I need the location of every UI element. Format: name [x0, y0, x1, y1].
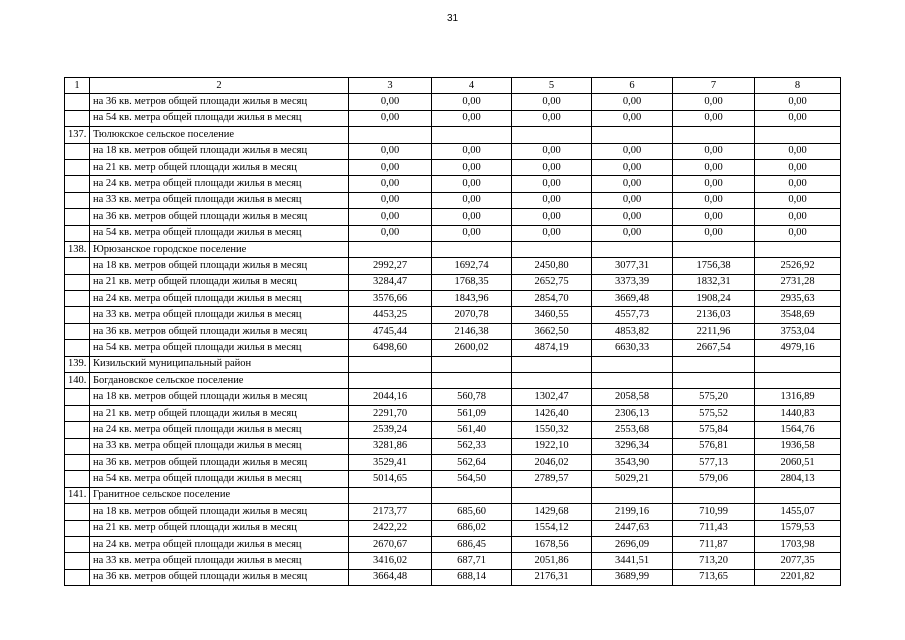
value-cell: 564,50 — [432, 471, 512, 487]
value-cell: 0,00 — [592, 159, 673, 175]
value-cell: 0,00 — [512, 192, 592, 208]
empty-cell — [512, 373, 592, 389]
empty-cell — [65, 258, 90, 274]
value-cell: 0,00 — [512, 225, 592, 241]
value-cell: 3576,66 — [349, 291, 432, 307]
value-cell: 713,20 — [673, 553, 755, 569]
value-cell: 1316,89 — [755, 389, 841, 405]
empty-cell — [65, 225, 90, 241]
section-title: Богдановское сельское поселение — [90, 373, 349, 389]
column-header: 8 — [755, 78, 841, 94]
value-cell: 0,00 — [673, 192, 755, 208]
value-cell: 0,00 — [592, 192, 673, 208]
value-cell: 2146,38 — [432, 323, 512, 339]
value-cell: 0,00 — [592, 225, 673, 241]
value-cell: 2450,80 — [512, 258, 592, 274]
value-cell: 4979,16 — [755, 340, 841, 356]
value-cell: 0,00 — [512, 94, 592, 110]
value-cell: 0,00 — [432, 192, 512, 208]
value-cell: 0,00 — [349, 176, 432, 192]
column-header: 6 — [592, 78, 673, 94]
value-cell: 0,00 — [755, 209, 841, 225]
value-cell: 0,00 — [755, 225, 841, 241]
value-cell: 0,00 — [673, 143, 755, 159]
empty-cell — [65, 307, 90, 323]
row-label: на 21 кв. метр общей площади жилья в месяц — [90, 159, 349, 175]
value-cell: 2306,13 — [592, 405, 673, 421]
row-label: на 36 кв. метров общей площади жилья в месяц — [90, 209, 349, 225]
value-cell: 0,00 — [592, 94, 673, 110]
value-cell: 0,00 — [349, 110, 432, 126]
empty-cell — [673, 487, 755, 503]
value-cell: 2539,24 — [349, 422, 432, 438]
value-cell: 1843,96 — [432, 291, 512, 307]
section-number: 138. — [65, 241, 90, 257]
empty-cell — [755, 487, 841, 503]
empty-cell — [673, 356, 755, 372]
empty-cell — [512, 356, 592, 372]
row-label: на 18 кв. метров общей площади жилья в месяц — [90, 258, 349, 274]
value-cell: 0,00 — [592, 110, 673, 126]
value-cell: 2935,63 — [755, 291, 841, 307]
empty-cell — [65, 536, 90, 552]
empty-cell — [673, 127, 755, 143]
section-number: 139. — [65, 356, 90, 372]
value-cell: 2600,02 — [432, 340, 512, 356]
value-cell: 685,60 — [432, 504, 512, 520]
value-cell: 562,33 — [432, 438, 512, 454]
value-cell: 3753,04 — [755, 323, 841, 339]
value-cell: 2526,92 — [755, 258, 841, 274]
empty-cell — [592, 356, 673, 372]
value-cell: 0,00 — [349, 143, 432, 159]
value-cell: 3669,48 — [592, 291, 673, 307]
value-cell: 0,00 — [755, 159, 841, 175]
value-cell: 1678,56 — [512, 536, 592, 552]
value-cell: 1768,35 — [432, 274, 512, 290]
empty-cell — [512, 127, 592, 143]
value-cell: 6498,60 — [349, 340, 432, 356]
empty-cell — [65, 291, 90, 307]
value-cell: 2291,70 — [349, 405, 432, 421]
empty-cell — [592, 373, 673, 389]
empty-cell — [673, 241, 755, 257]
section-title: Тюлюкское сельское поселение — [90, 127, 349, 143]
value-cell: 2173,77 — [349, 504, 432, 520]
value-cell: 3689,99 — [592, 569, 673, 585]
empty-cell — [349, 373, 432, 389]
value-cell: 710,99 — [673, 504, 755, 520]
empty-cell — [432, 241, 512, 257]
table-row — [65, 438, 841, 454]
empty-cell — [349, 356, 432, 372]
value-cell: 562,64 — [432, 454, 512, 470]
table-row — [65, 110, 841, 126]
value-cell: 711,43 — [673, 520, 755, 536]
value-cell: 2077,35 — [755, 553, 841, 569]
empty-cell — [755, 373, 841, 389]
value-cell: 1564,76 — [755, 422, 841, 438]
value-cell: 713,65 — [673, 569, 755, 585]
value-cell: 3529,41 — [349, 454, 432, 470]
row-label: на 21 кв. метр общей площади жилья в месяц — [90, 274, 349, 290]
value-cell: 1756,38 — [673, 258, 755, 274]
empty-cell — [65, 192, 90, 208]
row-label: на 24 кв. метра общей площади жилья в месяц — [90, 291, 349, 307]
row-label: на 21 кв. метр общей площади жилья в месяц — [90, 520, 349, 536]
value-cell: 2789,57 — [512, 471, 592, 487]
value-cell: 2553,68 — [592, 422, 673, 438]
table-row — [65, 471, 841, 487]
table-row — [65, 159, 841, 175]
value-cell: 575,20 — [673, 389, 755, 405]
empty-cell — [673, 373, 755, 389]
row-label: на 36 кв. метров общей площади жилья в месяц — [90, 569, 349, 585]
empty-cell — [349, 487, 432, 503]
value-cell: 0,00 — [432, 159, 512, 175]
value-cell: 1936,58 — [755, 438, 841, 454]
table-row — [65, 405, 841, 421]
section-title: Юрюзанское городское поселение — [90, 241, 349, 257]
page-number: 31 — [446, 13, 459, 24]
tariff-table — [64, 77, 841, 586]
section-title: Гранитное сельское поселение — [90, 487, 349, 503]
empty-cell — [65, 454, 90, 470]
row-label: на 18 кв. метров общей площади жилья в месяц — [90, 389, 349, 405]
value-cell: 0,00 — [755, 110, 841, 126]
row-label: на 54 кв. метра общей площади жилья в месяц — [90, 340, 349, 356]
table-row — [65, 422, 841, 438]
empty-cell — [755, 241, 841, 257]
empty-cell — [65, 94, 90, 110]
value-cell: 2652,75 — [512, 274, 592, 290]
value-cell: 5014,65 — [349, 471, 432, 487]
row-label: на 18 кв. метров общей площади жилья в месяц — [90, 143, 349, 159]
value-cell: 575,52 — [673, 405, 755, 421]
empty-cell — [65, 274, 90, 290]
value-cell: 0,00 — [512, 159, 592, 175]
table-row — [65, 520, 841, 536]
value-cell: 1703,98 — [755, 536, 841, 552]
value-cell: 0,00 — [512, 176, 592, 192]
value-cell: 2060,51 — [755, 454, 841, 470]
row-label: на 36 кв. метров общей площади жилья в месяц — [90, 323, 349, 339]
row-label: на 21 кв. метр общей площади жилья в месяц — [90, 405, 349, 421]
empty-cell — [65, 143, 90, 159]
value-cell: 688,14 — [432, 569, 512, 585]
column-header: 5 — [512, 78, 592, 94]
value-cell: 1550,32 — [512, 422, 592, 438]
section-row — [65, 487, 841, 503]
table-row — [65, 143, 841, 159]
row-label: на 24 кв. метра общей площади жилья в месяц — [90, 536, 349, 552]
row-label: на 36 кв. метров общей площади жилья в месяц — [90, 454, 349, 470]
value-cell: 0,00 — [755, 94, 841, 110]
value-cell: 1832,31 — [673, 274, 755, 290]
value-cell: 0,00 — [512, 209, 592, 225]
value-cell: 561,09 — [432, 405, 512, 421]
empty-cell — [592, 127, 673, 143]
value-cell: 579,06 — [673, 471, 755, 487]
value-cell: 0,00 — [673, 94, 755, 110]
row-label: на 18 кв. метров общей площади жилья в месяц — [90, 504, 349, 520]
header-row — [65, 78, 841, 94]
empty-cell — [65, 553, 90, 569]
empty-cell — [592, 241, 673, 257]
table-row — [65, 274, 841, 290]
empty-cell — [432, 487, 512, 503]
empty-cell — [65, 504, 90, 520]
value-cell: 0,00 — [432, 225, 512, 241]
empty-cell — [65, 438, 90, 454]
row-label: на 33 кв. метра общей площади жилья в месяц — [90, 307, 349, 323]
table-row — [65, 323, 841, 339]
value-cell: 0,00 — [349, 192, 432, 208]
value-cell: 4557,73 — [592, 307, 673, 323]
value-cell: 2211,96 — [673, 323, 755, 339]
value-cell: 575,84 — [673, 422, 755, 438]
value-cell: 687,71 — [432, 553, 512, 569]
value-cell: 711,87 — [673, 536, 755, 552]
table-row — [65, 258, 841, 274]
value-cell: 2670,67 — [349, 536, 432, 552]
value-cell: 1908,24 — [673, 291, 755, 307]
value-cell: 0,00 — [349, 94, 432, 110]
column-header: 2 — [90, 78, 349, 94]
empty-cell — [65, 340, 90, 356]
value-cell: 2070,78 — [432, 307, 512, 323]
value-cell: 1692,74 — [432, 258, 512, 274]
value-cell: 3664,48 — [349, 569, 432, 585]
empty-cell — [432, 127, 512, 143]
row-label: на 33 кв. метра общей площади жилья в месяц — [90, 438, 349, 454]
empty-cell — [65, 422, 90, 438]
row-label: на 54 кв. метра общей площади жилья в месяц — [90, 110, 349, 126]
value-cell: 4745,44 — [349, 323, 432, 339]
table-row — [65, 454, 841, 470]
value-cell: 4853,82 — [592, 323, 673, 339]
empty-cell — [512, 241, 592, 257]
value-cell: 2731,28 — [755, 274, 841, 290]
value-cell: 2176,31 — [512, 569, 592, 585]
value-cell: 5029,21 — [592, 471, 673, 487]
row-label: на 24 кв. метра общей площади жилья в месяц — [90, 422, 349, 438]
table-row — [65, 307, 841, 323]
value-cell: 2044,16 — [349, 389, 432, 405]
value-cell: 2804,13 — [755, 471, 841, 487]
value-cell: 2696,09 — [592, 536, 673, 552]
value-cell: 0,00 — [592, 209, 673, 225]
value-cell: 0,00 — [755, 143, 841, 159]
section-row — [65, 373, 841, 389]
empty-cell — [432, 373, 512, 389]
empty-cell — [65, 405, 90, 421]
row-label: на 24 кв. метра общей площади жилья в месяц — [90, 176, 349, 192]
value-cell: 576,81 — [673, 438, 755, 454]
section-title: Кизильский муниципальный район — [90, 356, 349, 372]
row-label: на 33 кв. метра общей площади жилья в месяц — [90, 553, 349, 569]
value-cell: 3441,51 — [592, 553, 673, 569]
value-cell: 0,00 — [673, 110, 755, 126]
column-header: 3 — [349, 78, 432, 94]
value-cell: 2046,02 — [512, 454, 592, 470]
value-cell: 1579,53 — [755, 520, 841, 536]
row-label: на 36 кв. метров общей площади жилья в месяц — [90, 94, 349, 110]
value-cell: 1429,68 — [512, 504, 592, 520]
value-cell: 2422,22 — [349, 520, 432, 536]
value-cell: 1302,47 — [512, 389, 592, 405]
table-row — [65, 389, 841, 405]
row-label: на 54 кв. метра общей площади жилья в месяц — [90, 225, 349, 241]
empty-cell — [65, 471, 90, 487]
value-cell: 4874,19 — [512, 340, 592, 356]
table-row — [65, 192, 841, 208]
empty-cell — [512, 487, 592, 503]
empty-cell — [755, 356, 841, 372]
column-header: 4 — [432, 78, 512, 94]
table-row — [65, 94, 841, 110]
section-number: 137. — [65, 127, 90, 143]
value-cell: 0,00 — [673, 176, 755, 192]
empty-cell — [65, 209, 90, 225]
value-cell: 0,00 — [673, 225, 755, 241]
table-row — [65, 553, 841, 569]
section-number: 140. — [65, 373, 90, 389]
table-row — [65, 340, 841, 356]
empty-cell — [65, 569, 90, 585]
row-label: на 54 кв. метра общей площади жилья в месяц — [90, 471, 349, 487]
table-row — [65, 536, 841, 552]
value-cell: 1426,40 — [512, 405, 592, 421]
value-cell: 2854,70 — [512, 291, 592, 307]
value-cell: 3460,55 — [512, 307, 592, 323]
value-cell: 0,00 — [512, 143, 592, 159]
value-cell: 6630,33 — [592, 340, 673, 356]
value-cell: 0,00 — [349, 209, 432, 225]
value-cell: 560,78 — [432, 389, 512, 405]
empty-cell — [65, 520, 90, 536]
value-cell: 0,00 — [432, 143, 512, 159]
value-cell: 3284,47 — [349, 274, 432, 290]
empty-cell — [432, 356, 512, 372]
section-row — [65, 127, 841, 143]
table-row — [65, 225, 841, 241]
value-cell: 3416,02 — [349, 553, 432, 569]
value-cell: 2051,86 — [512, 553, 592, 569]
value-cell: 0,00 — [755, 192, 841, 208]
value-cell: 561,40 — [432, 422, 512, 438]
table-body — [65, 94, 841, 586]
empty-cell — [65, 176, 90, 192]
value-cell: 0,00 — [432, 176, 512, 192]
value-cell: 2667,54 — [673, 340, 755, 356]
section-row — [65, 356, 841, 372]
value-cell: 577,13 — [673, 454, 755, 470]
value-cell: 2199,16 — [592, 504, 673, 520]
value-cell: 0,00 — [673, 159, 755, 175]
value-cell: 3662,50 — [512, 323, 592, 339]
table-row — [65, 291, 841, 307]
empty-cell — [65, 389, 90, 405]
value-cell: 2992,27 — [349, 258, 432, 274]
value-cell: 0,00 — [592, 176, 673, 192]
value-cell: 2201,82 — [755, 569, 841, 585]
value-cell: 0,00 — [512, 110, 592, 126]
value-cell: 3548,69 — [755, 307, 841, 323]
empty-cell — [65, 323, 90, 339]
value-cell: 0,00 — [592, 143, 673, 159]
value-cell: 0,00 — [349, 159, 432, 175]
value-cell: 686,45 — [432, 536, 512, 552]
empty-cell — [755, 127, 841, 143]
value-cell: 3281,86 — [349, 438, 432, 454]
empty-cell — [65, 159, 90, 175]
value-cell: 0,00 — [432, 209, 512, 225]
value-cell: 686,02 — [432, 520, 512, 536]
empty-cell — [592, 487, 673, 503]
value-cell: 1455,07 — [755, 504, 841, 520]
empty-cell — [349, 241, 432, 257]
column-header: 1 — [65, 78, 90, 94]
table-row — [65, 504, 841, 520]
table-row — [65, 569, 841, 585]
table-row — [65, 209, 841, 225]
row-label: на 33 кв. метра общей площади жилья в месяц — [90, 192, 349, 208]
value-cell: 3543,90 — [592, 454, 673, 470]
value-cell: 0,00 — [673, 209, 755, 225]
value-cell: 3296,34 — [592, 438, 673, 454]
value-cell: 1922,10 — [512, 438, 592, 454]
value-cell: 3077,31 — [592, 258, 673, 274]
value-cell: 0,00 — [755, 176, 841, 192]
value-cell: 0,00 — [432, 94, 512, 110]
value-cell: 4453,25 — [349, 307, 432, 323]
value-cell: 1554,12 — [512, 520, 592, 536]
value-cell: 3373,39 — [592, 274, 673, 290]
empty-cell — [349, 127, 432, 143]
value-cell: 0,00 — [432, 110, 512, 126]
value-cell: 0,00 — [349, 225, 432, 241]
value-cell: 2447,63 — [592, 520, 673, 536]
section-row — [65, 241, 841, 257]
section-number: 141. — [65, 487, 90, 503]
table-row — [65, 176, 841, 192]
empty-cell — [65, 110, 90, 126]
value-cell: 2136,03 — [673, 307, 755, 323]
column-header: 7 — [673, 78, 755, 94]
value-cell: 2058,58 — [592, 389, 673, 405]
value-cell: 1440,83 — [755, 405, 841, 421]
